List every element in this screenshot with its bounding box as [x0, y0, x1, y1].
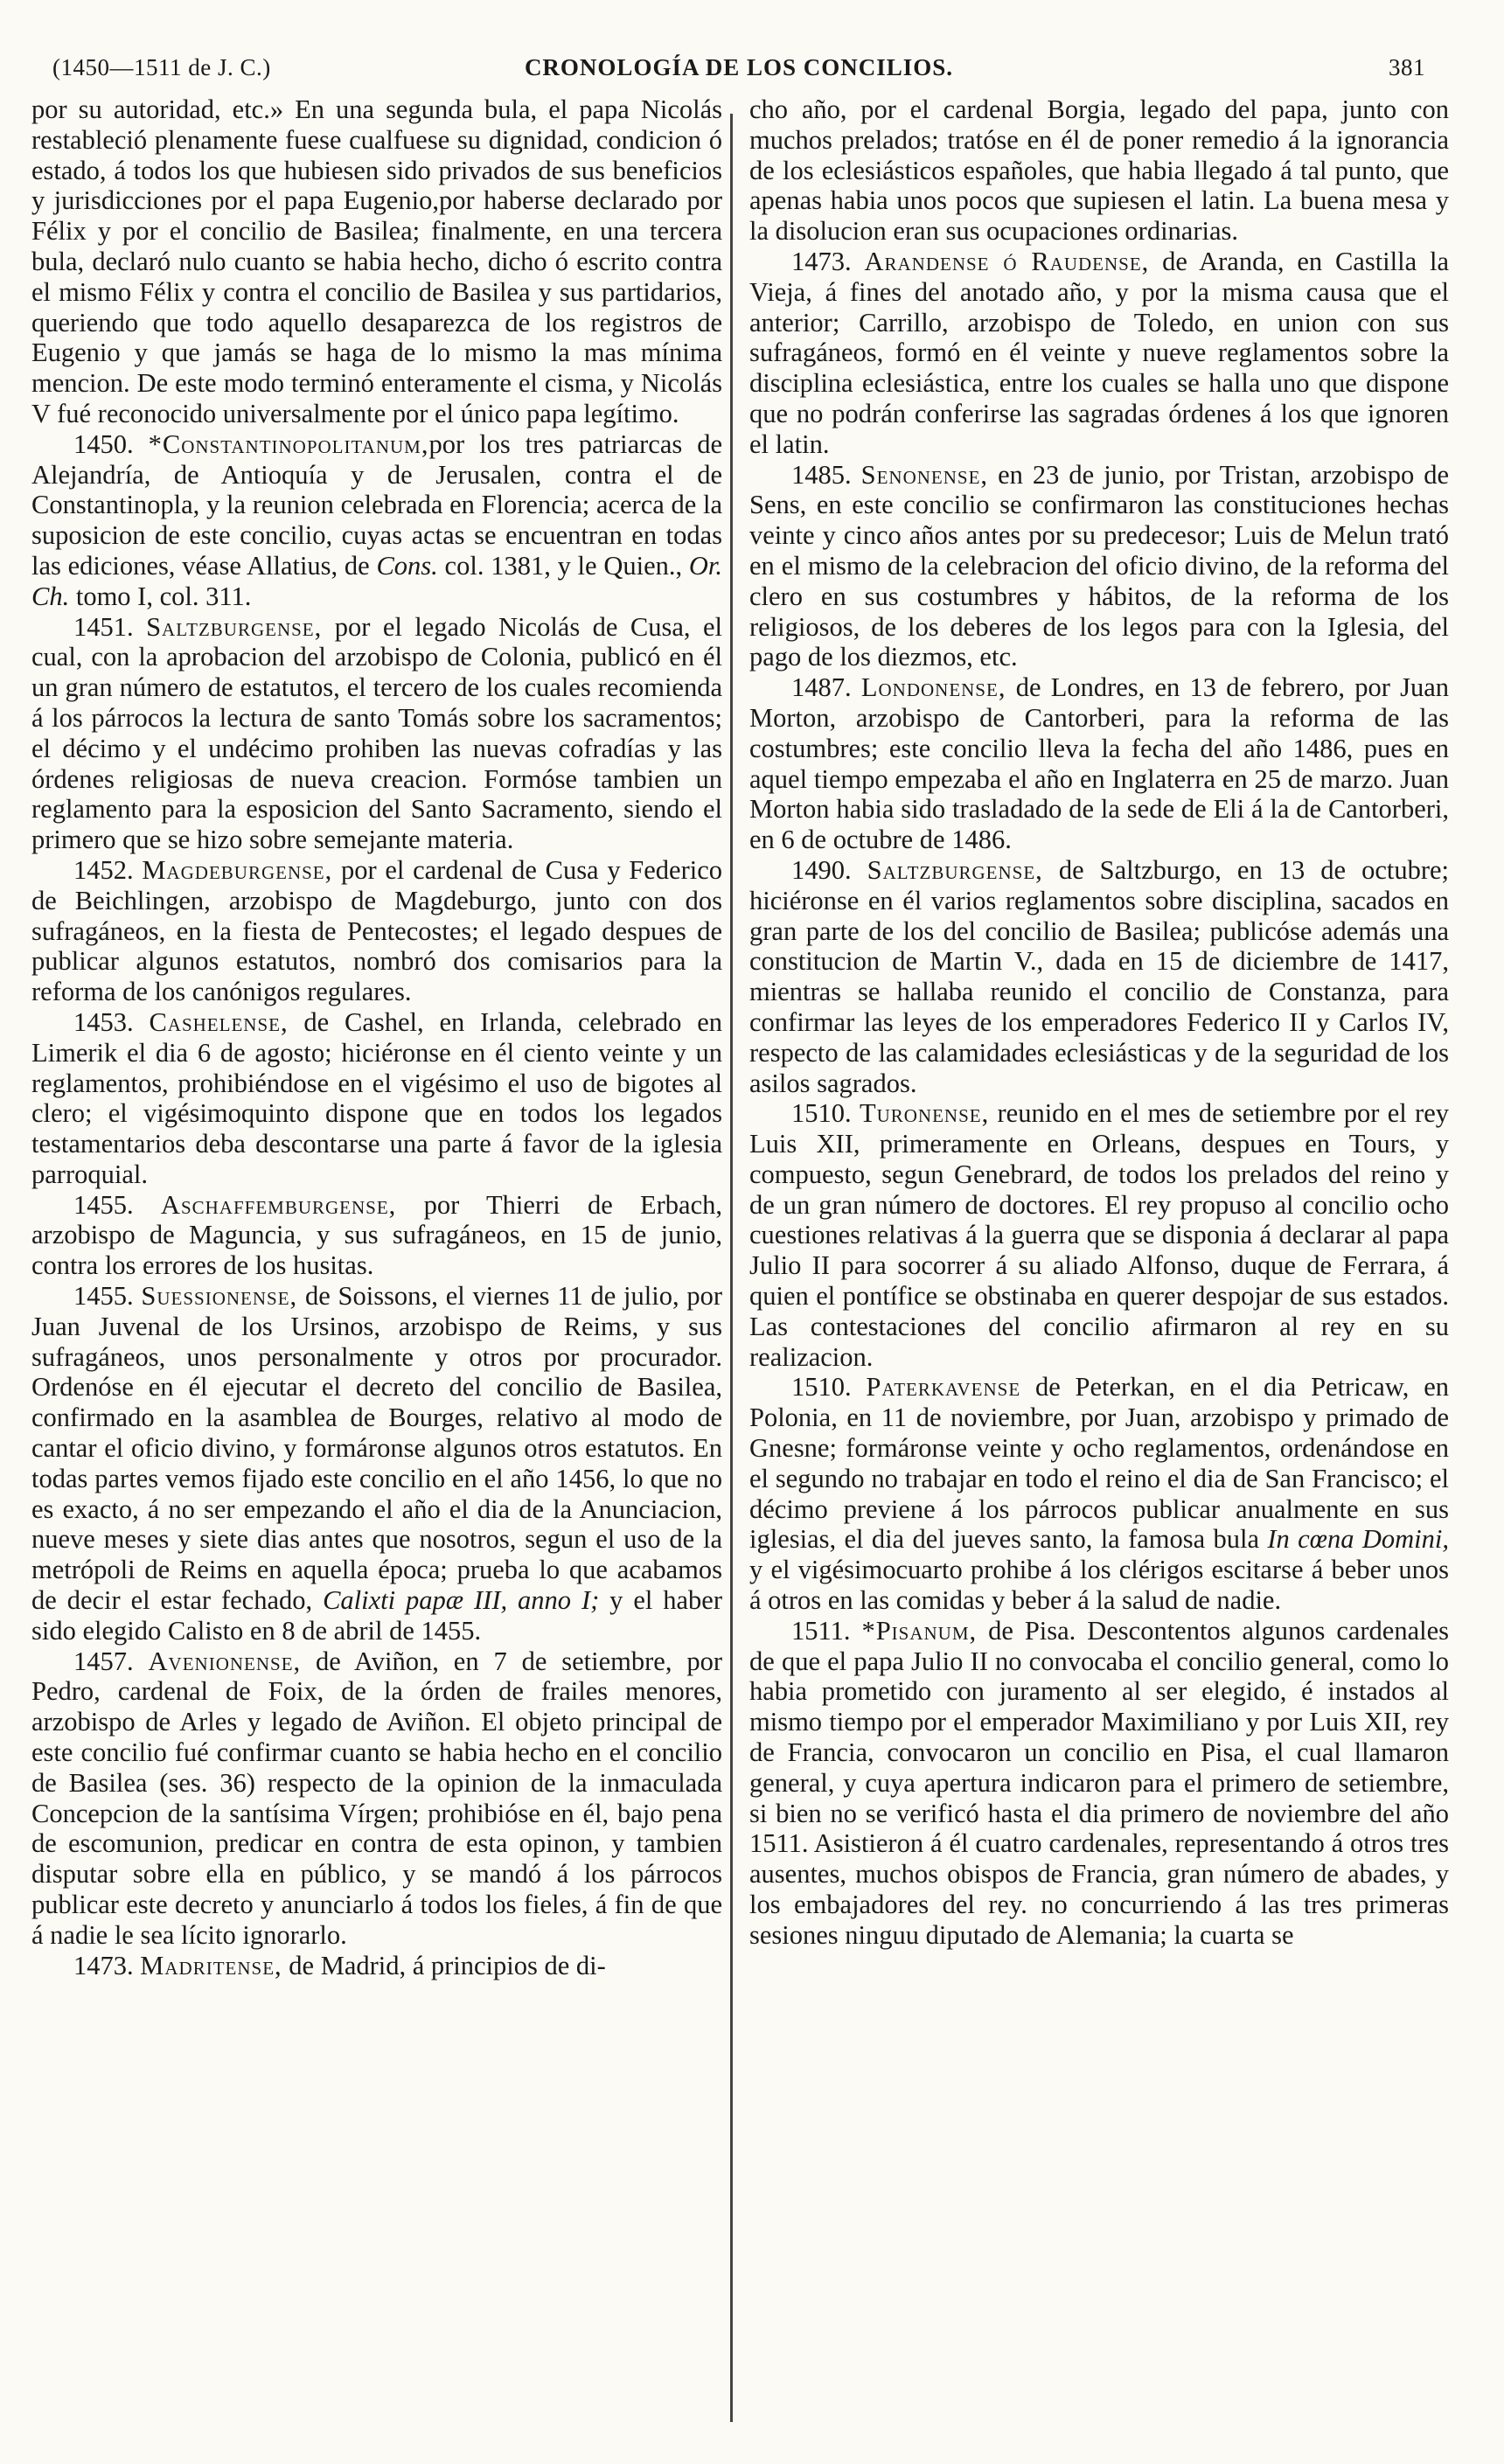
- entry-text: de Londres, en 13 de febrero, por Juan Morton, arzobispo de Cantorberi, para la reforma de las costumbres; este concilio lleva la fecha del año 1486, pues en aquel tiempo empezaba el año en Inglaterra en 25 de marzo. Juan Morton habia sido trasladado de la sede de Eli á la de Cantorberi, en 6 de octubre de 1486.: [749, 672, 1449, 855]
- entry-1457-avenionense: [31, 1646, 722, 1951]
- entry-council-name: Avenionense,: [148, 1646, 302, 1676]
- entry-council-name: Turonense,: [859, 1098, 990, 1129]
- entry-1452-magdeburgense: [31, 855, 722, 1007]
- entry-text: tomo I, col. 311.: [69, 581, 252, 611]
- entry-text: y el haber sido elegido Calisto en 8 de abril de 1455.: [31, 1585, 723, 1646]
- entry-council-name: Magdeburgense,: [142, 854, 333, 885]
- entry-text: de Saltzburgo, en 13 de octubre; hiciéronse en él varios reglamentos sobre disciplina, sacados en gran parte de los del concilio de Basilea; publicóse además una constitucion de Martin V., dada en 15 de diciembre de 1417, mientras se hallaba reunido el concilio de Constanza, para confirmar las leyes de los emperadores Federico II y Carlos IV, respecto de las calamidades eclesiásticas y de la seguridad de los asilos sagrados.: [749, 854, 1449, 1098]
- entry-text: por el legado Nicolás de Cusa, el cual, con la aprobacion del arzobispo de Colonia, publicó en él un gran número de estatutos, el tercero de los cuales recomienda á los párrocos la lectura de santo Tomás sobre los sacramentos; el décimo y el undécimo prohiben las nuevas cofradías y las órdenes religiosas de nueva creacion. Formóse tambien un reglamento para la esposicion del Santo Sacramento, siendo el primero que se hizo sobre semejante materia.: [31, 611, 723, 855]
- entry-year: 1451.: [73, 611, 134, 642]
- paragraph-continuation: cho año, por el cardenal Borgia, legado del papa, junto con muchos prelados; tratóse en él de poner remedio á la ignorancia de los eclesiásticos españoles, que habia llegado á tal punto, que apenas habia unos pocos que supiesen el latin. La buena mesa y la disolucion eran sus ocupaciones ordinarias.: [749, 94, 1449, 247]
- entry-citation: Cons.: [376, 550, 438, 581]
- entry-council-name: Madritense,: [140, 1950, 282, 1980]
- header-date-range: (1450—1511 de J. C.): [52, 54, 271, 80]
- entry-1510-turonense: [749, 1098, 1449, 1372]
- entry-text: de Soissons, el viernes 11 de julio, por Juan Juvenal de los Ursinos, arzobispo de Reims, y sus sufragáneos, unos personalmente y otros por procurador. Ordenóse en él ejecutar el decreto del concilio de Basilea, confirmado en la asamblea de Bourges, relativo al modo de cantar el oficio divino, y formáronse algunos otros estatutos. En todas partes vemos fijado este concilio en el año 1456, lo que no es exacto, á no ser empezando el año el dia de la Anunciacion, nueve meses y siete dias antes que nosotros, segun el uso de la metrópoli de Reims en aquella época; prueba lo que acabamos de decir el estar fechado,: [31, 1281, 723, 1616]
- entry-1487-londonense: [749, 672, 1449, 855]
- entry-council-name: Senonense,: [860, 459, 989, 490]
- entry-year: 1453.: [73, 1006, 134, 1037]
- entry-council-name: *Pisanum,: [861, 1615, 978, 1646]
- entry-year: 1457.: [73, 1646, 134, 1676]
- entry-1473-madritense: [31, 1951, 722, 1981]
- entry-council-name: Cashelense,: [149, 1006, 289, 1037]
- entry-bull-title: In cœna Domini,: [1267, 1524, 1449, 1555]
- entry-year: 1452.: [73, 854, 134, 885]
- entry-dating-formula: Calixti papæ III, anno I;: [323, 1585, 600, 1616]
- column-divider: [730, 114, 733, 2422]
- entry-1511-pisanum: [749, 1616, 1449, 1951]
- entry-citation: Or. Ch.: [31, 550, 722, 611]
- entry-1510-paterkavense: [749, 1372, 1449, 1615]
- entry-text: de Aranda, en Castilla la Vieja, á fines del anotado año, y por la misma causa que el anterior; Carrillo, arzobispo de Toledo, en union con sus sufragáneos, formó en él veinte y nueve reglamentos sobre la disciplina eclesiástica, entre los cuales se halla uno que dispone que no podrán conferirse las sagradas órdenes á los que ignoren el latin.: [749, 246, 1449, 459]
- entry-year: 1450.: [73, 428, 134, 459]
- entry-1490-saltzburgense: [749, 855, 1449, 1098]
- entry-council-name: Aschaffemburgense,: [160, 1189, 397, 1220]
- page-number: 381: [1389, 54, 1425, 80]
- entry-text: de Cashel, en Irlanda, celebrado en Limerik el dia 6 de agosto; hiciéronse en él ciento veinte y un reglamentos, prohibiéndose en el vigésimo el uso de bigotes al clero; el vigésimoquinto dispone que en todos los legados testamentarios deba descontarse una parte á favor de la iglesia parroquial.: [31, 1006, 723, 1189]
- entry-council-name: Arandense ó Raudense,: [864, 246, 1150, 276]
- entry-1473-arandense: [749, 247, 1449, 460]
- entry-text: reunido en el mes de setiembre por el rey Luis XII, primeramente en Orleans, despues en Tours, y compuesto, segun Genebrard, de todos los prelados del reino y de un gran número de doctores. El rey propuso al concilio ocho cuestiones relativas á la guerra que se disponia á declarar al papa Julio II para socorrer á su aliado Alfonso, duque de Ferrara, á quien el pontífice se obstinaba en querer despojar de sus estados. Las contestaciones del concilio afirmaron al rey en su realizacion.: [749, 1098, 1450, 1372]
- entry-text: col. 1381, y le Quien.,: [437, 550, 689, 581]
- entry-text: de Madrid, á principios de di-: [282, 1950, 606, 1980]
- entry-year: 1473.: [73, 1950, 134, 1980]
- entry-text: y el vigésimocuarto prohibe á los clérigos escitarse á beber unos á otros en las comidas y beber á la salud de nadie.: [749, 1555, 1449, 1616]
- entry-1455-suessionense: [31, 1281, 722, 1646]
- entry-1451-saltzburgense: [31, 612, 722, 855]
- entry-year: 1510.: [791, 1098, 852, 1129]
- entry-text: por Thierri de Erbach, arzobispo de Maguncia, y sus sufragáneos, en 15 de junio, contra los errores de los husitas.: [31, 1189, 723, 1281]
- left-column: [31, 94, 722, 1980]
- entry-council-name: Paterkavense: [866, 1372, 1021, 1403]
- entry-year: 1490.: [791, 854, 852, 885]
- paragraph-continuation: por su autoridad, etc.» En una segunda bula, el papa Nicolás restableció plenamente fuese cualfuese su dignidad, condicion ó estado, á todos los que hubiesen sido privados de sus beneficios y jurisdicciones por el papa Eugenio,por haberse declarado por Félix y por el concilio de Basilea; finalmente, en una tercera bula, declaró nulo cuanto se habia hecho, dicho ó escrito contra el mismo Félix y contra el concilio de Basilea y sus partidarios, queriendo que todo aquello desaparezca de los registros de Eugenio y que jamás se haga de lo mismo la mas mínima mencion. De este modo terminó enteramente el cisma, y Nicolás V fué reconocido universalmente por el único papa legítimo.: [31, 94, 722, 428]
- entry-year: 1511.: [791, 1615, 851, 1646]
- entry-year: 1455.: [73, 1189, 134, 1220]
- entry-1453-cashelense: [31, 1007, 722, 1190]
- entry-text: de Peterkan, en el dia Petricaw, en Polonia, en 11 de noviembre, por Juan, arzobispo y primado de Gnesne; formáronse veinte y ocho reglamentos, ordenándose en el segundo no trabajar en todo el reino el dia de San Francisco; el décimo previene á los párrocos publicar anualmente en sus iglesias, el dia del jueves santo, la famosa bula: [749, 1372, 1449, 1555]
- header-title: CRONOLOGÍA DE LOS CONCILIOS.: [524, 54, 954, 80]
- entry-text: por el cardenal de Cusa y Federico de Beichlingen, arzobispo de Magdeburgo, junto con dos sufragáneos, en la fiesta de Pentecostes; el legado despues de publicar algunos estatutos, nombró dos comisarios para la reforma de los canónigos regulares.: [31, 854, 722, 1007]
- entry-council-name: *Constantinopolitanum,: [148, 428, 429, 459]
- entry-text: por los tres patriarcas de Alejandría, de Antioquía y de Jerusalen, contra el de Constantinopla, y la reunion celebrada en Florencia; acerca de la suposicion de este concilio, cuyas actas se encuentran en todas las ediciones, véase Allatius, de: [31, 428, 722, 581]
- entry-council-name: Saltzburgense,: [146, 611, 323, 642]
- entry-text: en 23 de junio, por Tristan, arzobispo de Sens, en este concilio se confirmaron las constituciones hechas veinte y cinco años antes por su predecesor; Luis de Melun trató en el mismo de la celebracion del oficio divino, de la reforma del clero en sus costumbres y hábitos, de la reforma de los religiosos, de los deberes de los legos para con la Iglesia, del pago de los diezmos, etc.: [749, 459, 1449, 672]
- entry-council-name: Saltzburgense,: [867, 854, 1043, 885]
- entry-council-name: Suessionense,: [141, 1281, 298, 1312]
- entry-council-name: Londonense,: [860, 672, 1006, 703]
- entry-text: de Aviñon, en 7 de setiembre, por Pedro, cardenal de Foix, de la órden de frailes menores, arzobispo de Arles y legado de Aviñon. El objeto principal de este concilio fué confirmar cuanto se habia hecho en el concilio de Basilea (ses. 36) respecto de la opinion de la inmaculada Concepcion de la santísima Vírgen; prohibióse en él, bajo pena de escomunion, predicar en contra de esta opinon, y tambien disputar sobre ella en público, y se mandó á los párrocos publicar este decreto y anunciarlo á todos los fieles, á fin de que á nadie le sea lícito ignorarlo.: [31, 1646, 722, 1950]
- entry-1485-senonense: [749, 460, 1449, 673]
- entry-text: de Pisa. Descontentos algunos cardenales de que el papa Julio II no convocaba el concilio general, como lo habia prometido con juramento al ser elegido, é instados al mismo tiempo por el emperador Maximiliano y por Luis XII, rey de Francia, convocaron un concilio en Pisa, el cual llamaron general, y cuya apertura indicaron para el primero de setiembre, si bien no se verificó hasta el dia primero de noviembre del año 1511. Asistieron á él cuatro cardenales, representando á otros tres ausentes, muchos obispos de Francia, gran número de abades, y los embajadores del rey. no concurriendo á las tres primeras sesiones ninguu diputado de Alemania; la cuarta se: [749, 1615, 1450, 1950]
- right-column: [749, 94, 1449, 1951]
- entry-year: 1455.: [73, 1281, 134, 1312]
- entry-year: 1485.: [791, 459, 852, 490]
- entry-1455-aschaffemburgense: [31, 1190, 722, 1281]
- entry-year: 1510.: [791, 1372, 852, 1403]
- page-header: [52, 54, 1425, 89]
- entry-year: 1473.: [791, 246, 852, 276]
- entry-1450-constantinopolitanum: [31, 429, 722, 612]
- entry-year: 1487.: [791, 672, 852, 703]
